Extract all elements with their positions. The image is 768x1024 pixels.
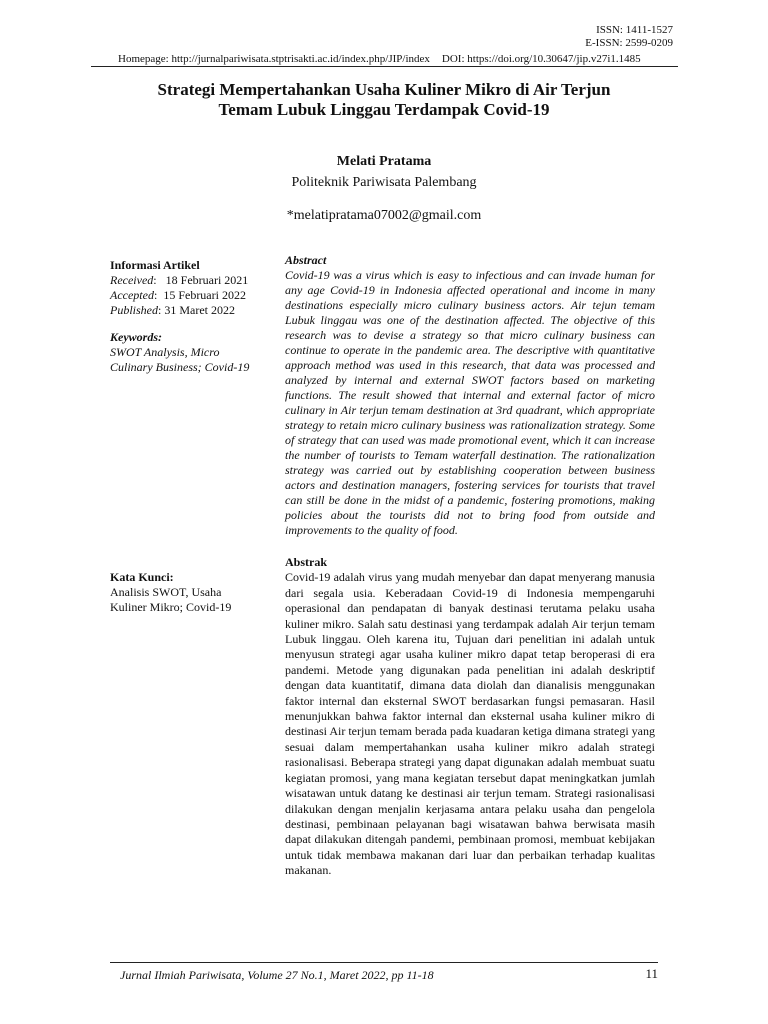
header-divider	[91, 66, 678, 67]
author-email[interactable]: *melatipratama07002@gmail.com	[286, 208, 482, 223]
title-line-1: Strategi Mempertahankan Usaha Kuliner Mikro di Air Terjun	[157, 80, 611, 99]
homepage-line	[118, 53, 641, 65]
published-label: Published	[110, 303, 158, 317]
accepted-row: Accepted: 15 Februari 2022	[110, 288, 246, 302]
kata-kunci	[110, 570, 275, 615]
keywords-heading: Keywords:	[110, 330, 162, 344]
received-row: Received: 18 Februari 2021	[110, 273, 249, 287]
keywords-line-1: SWOT Analysis, Micro	[110, 345, 220, 359]
keywords-line-2: Culinary Business; Covid-19	[110, 360, 250, 374]
received-label: Received	[110, 273, 154, 287]
abstrak-text: Covid-19 adalah virus yang mudah menyebar dan dapat menyerang manusia dari segala usia. Keberadaan Covid-19 di Indonesia mempengaruhi operasional dan pendapatan di banyak destinasi terutama pelaku usaha kuliner mikro. Salah satu destinasi yang terdampak adalah Air terjun temam Lubuk linggau. Oleh karena itu, Tujuan dari penelitian ini adalah untuk menyusun strategi agar usaha kuliner mikro dapat tetap beroperasi di era pandemi. Metode yang digunakan pada penelitian ini adalah deskriptif dengan data kuantitatif, dimana data diolah dan dianalisis menggunakan faktor internal dan eksternal SWOT berdasarkan fungsi pemasaran. Hasil menunjukkan bahwa faktor internal dan eksternal usaha kuliner mikro di destinasi Air terjun temam berada pada kuadaran ketiga dimana strategi yang sesuai dalam mempertahankan usaha kuliner mikro adalah strategi rasionalisasi. Beberapa strategi yang dapat digunakan adalah membuat suatu kegiatan promosi, yang mana kegiatan tersebut dapat meningkatkan jumlah wisatawan untuk datang ke destinasi air terjun temam. Strategi rasionalisasi dilakukan dengan menjalin kerjasama antara pelaku usaha dan pengelola destinasi, pembinaan pelayanan bagi wisatawan bahwa berwisata masih dapat dilakukan ditengah pandemi, pembinaan promosi, membuat kebijakan untuk tidak membawa makanan dari luar dan perbaikan terhadap kualitas makanan.	[285, 570, 655, 878]
abstract-text: Covid-19 was a virus which is easy to infectious and can invade human for any age Covid-19 in Indonesia affected operational and income in many destinations especially micro culinary business actors. Air tejun temam Lubuk linggau was one of the destination affected. The objective of this research was to devise a strategy so that micro culinary business can continue to operate in the pandemic area. The descriptive with quantitative approach method was used in this research, that data was processed and analyzed by internal and external SWOT factors based on marketing functions. The result showed that internal and external factor of micro culinary in Air terjun temam destination at 3rd quadrant, which appropriate strategy to retain micro culinary business was rationalization strategy. Some of strategy that can used was made promotional event, which it can increase the number of tourists to Temam waterfall destination. The rationalization strategy was carried out by establishing cooperation between business actors and destination managers, fostering services for tourists that travel can still be done in the midst of a pandemic, fostering promotions, making policies about the tourists did not to bring food from outside and improvements to the quality of food.	[285, 268, 655, 537]
doi-link[interactable]: DOI: https://doi.org/10.30647/jip.v27i1.1485	[441, 53, 641, 65]
footer-divider	[110, 962, 658, 963]
author-affiliation: Politeknik Pariwisata Palembang	[291, 175, 477, 190]
title-line-2: Temam Lubuk Linggau Terdampak Covid-19	[218, 100, 550, 119]
abstract-english	[285, 253, 655, 538]
author-name: Melati Pratama	[336, 154, 432, 169]
published-date: 31 Maret 2022	[164, 303, 235, 317]
eissn: E-ISSN: 2599-0209	[585, 37, 673, 49]
kata-kunci-heading: Kata Kunci:	[110, 570, 174, 584]
published-row: Published: 31 Maret 2022	[110, 303, 235, 317]
article-info	[110, 258, 275, 375]
abstrak-heading: Abstrak	[285, 555, 328, 569]
abstract-indonesian	[285, 555, 655, 879]
kata-kunci-line-1: Analisis SWOT, Usaha	[110, 585, 222, 599]
abstract-heading: Abstract	[285, 253, 327, 267]
homepage-link[interactable]: Homepage: http://jurnalpariwisata.stptrisakti.ac.id/index.php/JIP/index	[118, 53, 430, 65]
page-number: 11	[645, 966, 658, 981]
paper-title	[120, 80, 648, 120]
article-info-heading: Informasi Artikel	[110, 258, 200, 272]
footer-journal: Jurnal Ilmiah Pariwisata, Volume 27 No.1, Maret 2022, pp 11-18	[120, 968, 434, 982]
issn-block	[585, 24, 673, 50]
received-date: 18 Februari 2021	[165, 273, 249, 287]
issn: ISSN: 1411-1527	[596, 24, 673, 36]
kata-kunci-line-2: Kuliner Mikro; Covid-19	[110, 600, 232, 614]
accepted-label: Accepted	[110, 288, 154, 302]
accepted-date: 15 Februari 2022	[163, 288, 246, 302]
